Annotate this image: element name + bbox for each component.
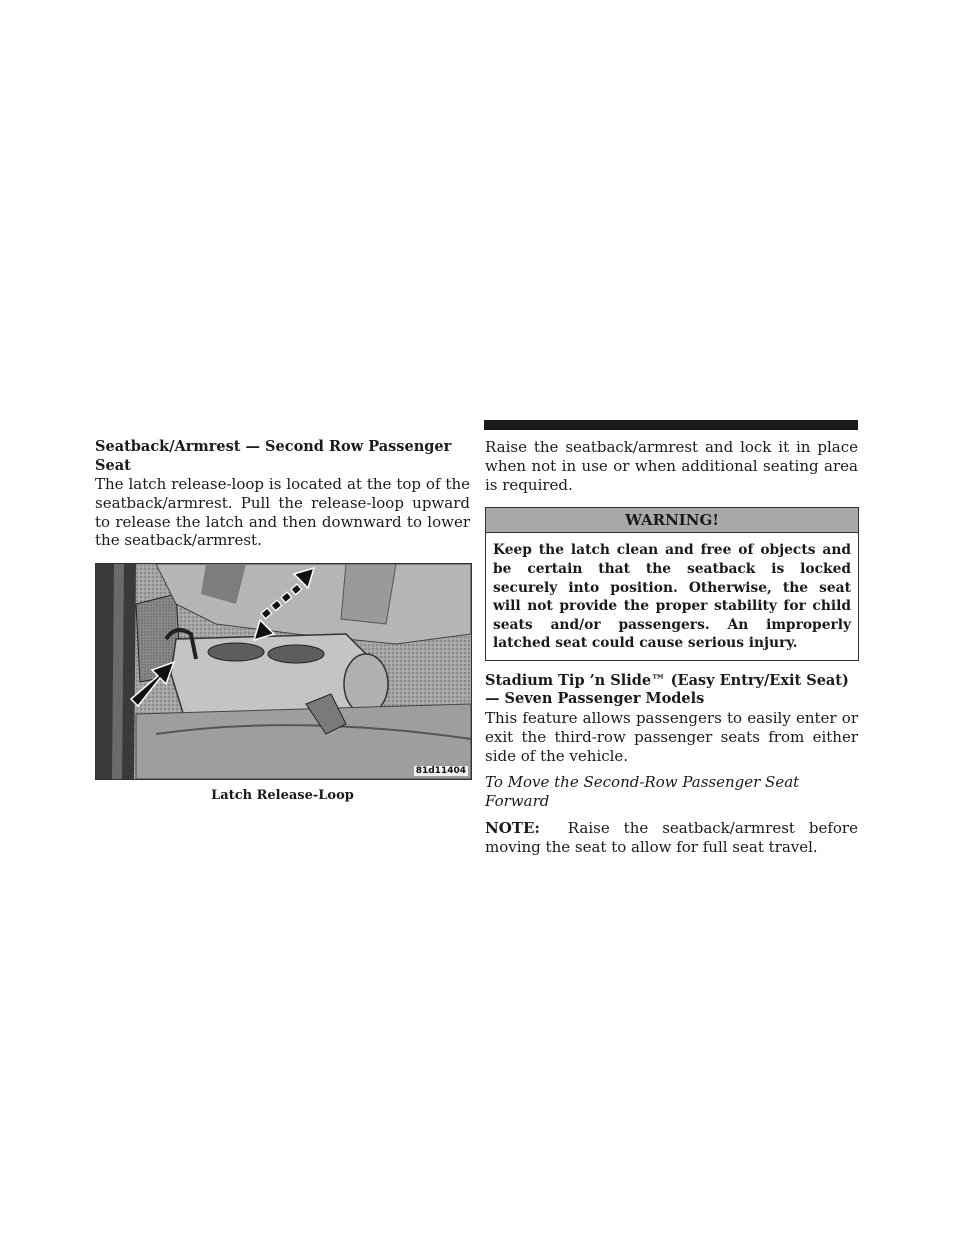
warning-box xyxy=(485,507,859,661)
latch-description: The latch release-loop is located at the top of the seatback/armrest. Pull the release-loop upward to release the latch and then downward to lower the seatback/armrest. xyxy=(95,475,470,550)
note xyxy=(485,819,858,857)
latch-illustration xyxy=(95,563,472,780)
note-text: Raise the seatback/armrest before moving the seat to allow for full seat travel. xyxy=(485,818,858,856)
stadium-heading: Stadium Tip ’n Slide™ (Easy Entry/Exit Seat) — Seven Passenger Models xyxy=(485,671,849,708)
warning-title: WARNING! xyxy=(486,508,858,533)
feature-description: This feature allows passengers to easily enter or exit the third-row passenger seats from either side of the vehicle. xyxy=(485,708,858,765)
note-label: NOTE: xyxy=(485,818,540,837)
right-column xyxy=(485,438,858,857)
section-heading: Seatback/Armrest — Second Row Passenger Seat xyxy=(95,438,452,474)
left-column xyxy=(95,438,470,803)
figure-code: 81d11404 xyxy=(415,766,466,777)
raise-instructions: Raise the seatback/armrest and lock it in place when not in use or when additional seating area is required. xyxy=(485,438,858,494)
procedure-subheading: To Move the Second-Row Passenger Seat Forward xyxy=(485,773,800,811)
section-rule xyxy=(484,420,858,430)
warning-text: Keep the latch clean and free of objects and be certain that the seatback is locked securely into position. Otherwise, the seat will not provide the proper stability for child seats and/or passengers. An improperly latched seat could cause serious injury. xyxy=(493,542,851,652)
figure-caption: Latch Release-Loop xyxy=(211,788,354,804)
